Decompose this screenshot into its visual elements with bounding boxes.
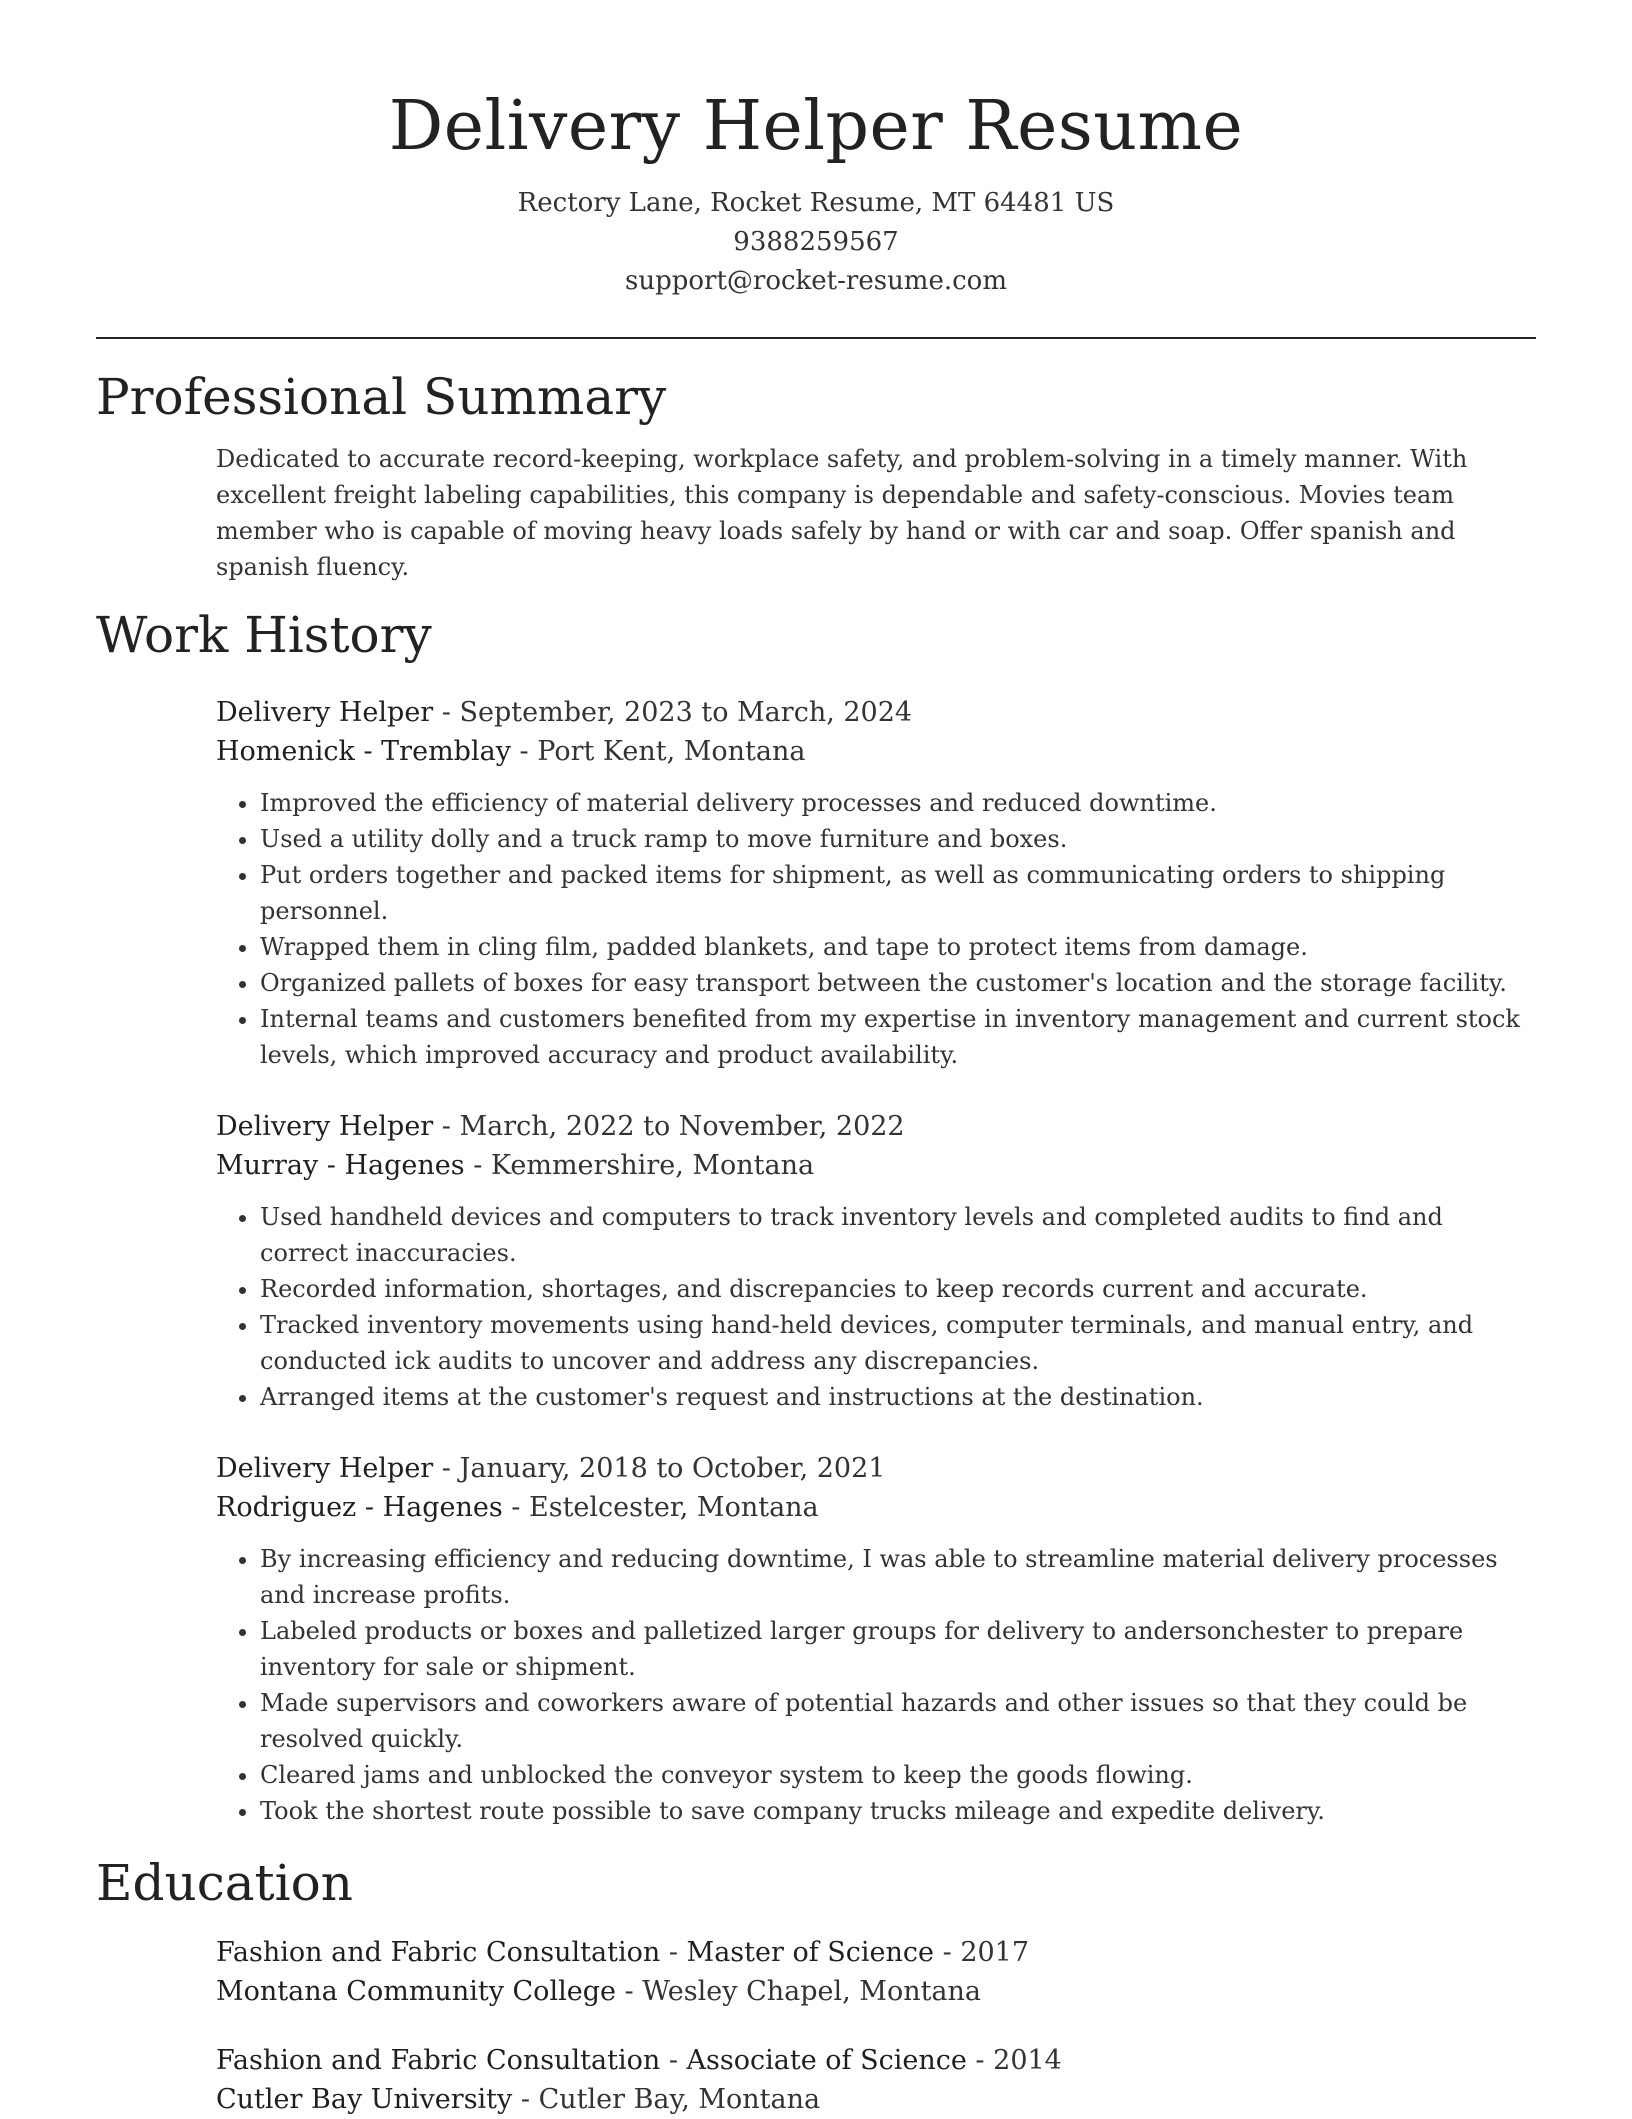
resume-title: Delivery Helper Resume [388,87,1244,166]
job-company-line [216,1488,1536,1527]
job-bullet: • Made supervisors and coworkers aware of potential hazards and other issues so that they could be resolved quickly. [260,1685,1536,1757]
job-bullet: • Tracked inventory movements using hand-held devices, computer terminals, and manual entry, and conducted ick audits to uncover and address any discrepancies. [260,1307,1536,1379]
job-bullet: • Wrapped them in cling film, padded blankets, and tape to protect items from damage. [260,929,1536,965]
job-bullet: • Took the shortest route possible to save company trucks mileage and expedite delivery. [260,1793,1536,1829]
job-bullet: • By increasing efficiency and reducing downtime, I was able to streamline material delivery processes and increase profits. [260,1541,1536,1613]
work-history-heading: Work History [96,606,432,664]
separator: - [966,2045,994,2076]
job-entry [216,1107,1536,1415]
job-bullet: • Internal teams and customers benefited from my expertise in inventory management and current stock levels, which improved accuracy and product availability. [260,1001,1536,1073]
job-bullet: • Recorded information, shortages, and discrepancies to keep records current and accurate. [260,1271,1536,1307]
education-degree-line [216,2041,1536,2080]
summary-text: Dedicated to accurate record-keeping, workplace safety, and problem-solving in a timely manner. With excellent freight labeling capabilities, this company is dependable and safety-conscious. Movies team member who is capable of moving heavy loads safely by hand or with car and soap. Offer spanish and spanish fluency. [216,445,1468,581]
education-school: Montana Community College [216,1976,616,2007]
education-year: 2014 [993,2045,1062,2076]
separator: - [512,2084,539,2115]
education-location: Wesley Chapel, Montana [642,1976,982,2007]
job-location: Estelcester, Montana [529,1492,819,1523]
job-location: Kemmershire, Montana [490,1150,815,1181]
separator: - [660,1937,687,1968]
contact-block [96,184,1536,301]
education-degree-line [216,1933,1536,1972]
separator: - [660,2045,687,2076]
job-company-line [216,1146,1536,1185]
job-company-line [216,732,1536,771]
contact-phone: 9388259567 [733,227,899,257]
job-company: Rodriguez - Hagenes [216,1492,503,1523]
education-entry [216,1933,1536,2011]
education-entry [216,2041,1536,2119]
job-title-line [216,1107,1536,1146]
contact-address: Rectory Lane, Rocket Resume, MT 64481 US [517,188,1115,218]
education-field: Fashion and Fabric Consultation [216,1937,661,1968]
job-bullet: • Used handheld devices and computers to track inventory levels and completed audits to find and correct inaccuracies. [260,1199,1536,1271]
education-year: 2017 [960,1937,1030,1968]
job-bullet: • Arranged items at the customer's request and instructions at the destination. [260,1379,1536,1415]
job-title: Delivery Helper [216,697,434,728]
job-dates: September, 2023 to March, 2024 [459,697,913,728]
job-dates: March, 2022 to November, 2022 [459,1111,905,1142]
header-divider [96,337,1536,339]
job-bullet: • Labeled products or boxes and palletized larger groups for delivery to andersonchester to prepare inventory for sale or shipment. [260,1613,1536,1685]
job-title-line [216,1449,1536,1488]
job-location: Port Kent, Montana [537,736,806,767]
job-bullet: • Improved the efficiency of material delivery processes and reduced downtime. [260,785,1536,821]
separator: - [433,1453,460,1484]
separator: - [510,736,538,767]
education-school: Cutler Bay University [216,2084,513,2115]
job-bullet: • Put orders together and packed items for shipment, as well as communicating orders to shipping personnel. [260,857,1536,929]
education-heading: Education [96,1854,353,1912]
job-bullets [216,785,1536,1073]
separator: - [502,1492,530,1523]
job-bullets [216,1541,1536,1829]
job-entry [216,693,1536,1073]
job-bullet: • Organized pallets of boxes for easy transport between the customer's location and the storage facility. [260,965,1536,1001]
separator: - [934,1937,961,1968]
separator: - [433,1111,460,1142]
job-bullet: • Cleared jams and unblocked the conveyor system to keep the goods flowing. [260,1757,1536,1793]
job-title: Delivery Helper [216,1111,434,1142]
job-entry [216,1449,1536,1829]
education-school-line [216,2080,1536,2119]
education-location: Cutler Bay, Montana [538,2084,821,2115]
education-school-line [216,1972,1536,2011]
job-dates: January, 2018 to October, 2021 [459,1453,886,1484]
education-degree: Associate of Science [686,2045,967,2076]
separator: - [615,1976,643,2007]
separator: - [464,1150,491,1181]
contact-email: support@rocket-resume.com [624,266,1007,296]
job-bullets [216,1199,1536,1415]
summary-heading: Professional Summary [96,368,667,426]
education-field: Fashion and Fabric Consultation [216,2045,661,2076]
separator: - [433,697,460,728]
job-title: Delivery Helper [216,1453,434,1484]
job-title-line [216,693,1536,732]
job-bullet: • Used a utility dolly and a truck ramp to move furniture and boxes. [260,821,1536,857]
education-degree: Master of Science [686,1937,935,1968]
job-company: Homenick - Tremblay [216,736,511,767]
job-company: Murray - Hagenes [216,1150,465,1181]
